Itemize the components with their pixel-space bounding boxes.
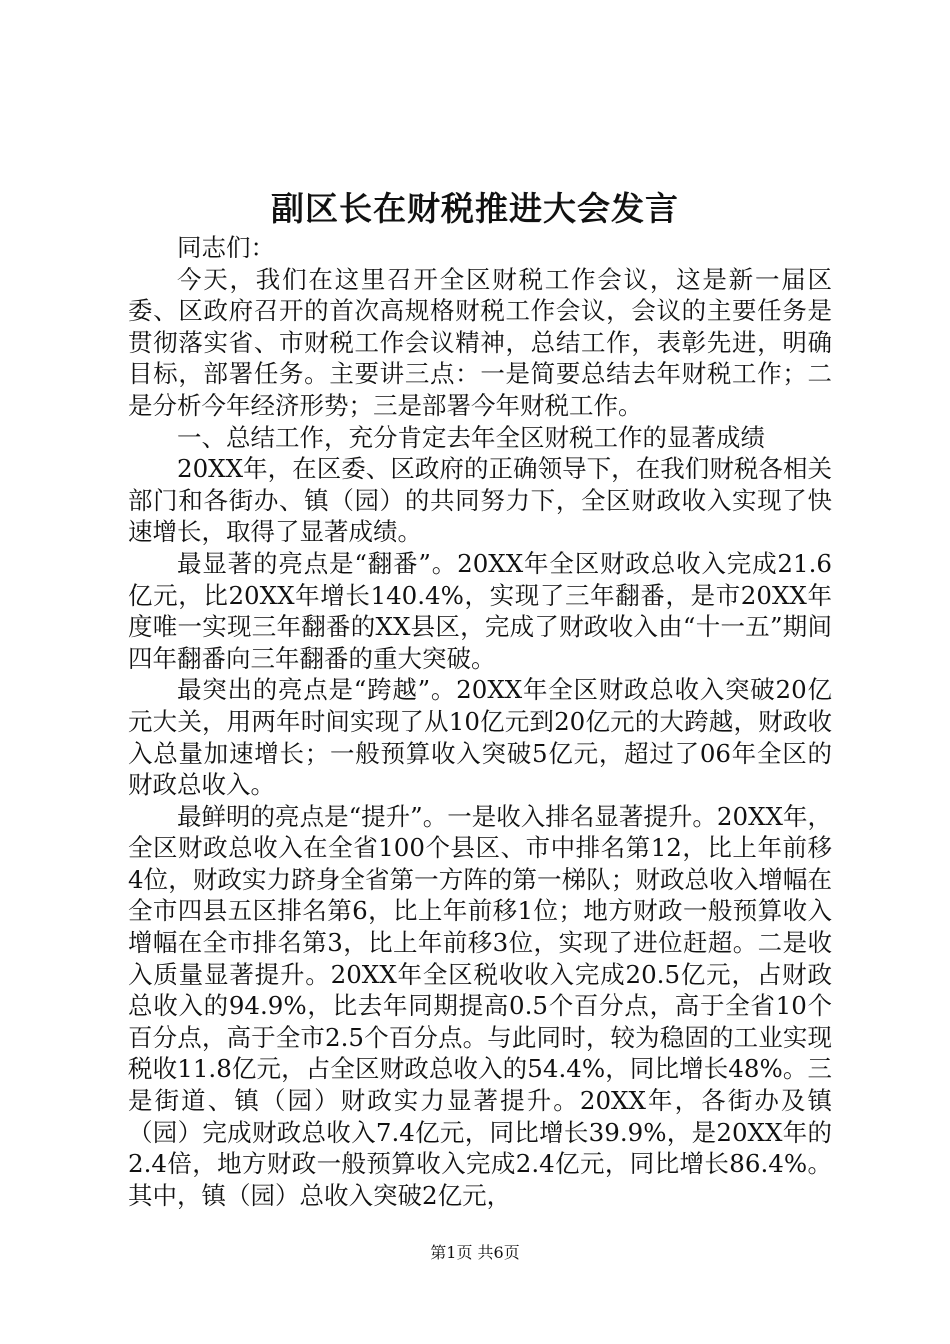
paragraph-summary: 20XX年，在区委、区政府的正确领导下，在我们财税各相关部门和各街办、镇（园）的共同努力下，全区财政收入实现了快速增长，取得了显著成绩。 xyxy=(128,454,832,547)
salutation: 同志们： xyxy=(177,233,275,262)
document-title: 副区长在财税推进大会发言 xyxy=(271,189,679,228)
page-footer: 第1页 共6页 xyxy=(430,1243,520,1262)
paragraph-highlight-improvement: 最鲜明的亮点是“提升”。一是收入排名显著提升。20XX年，全区财政总收入在全省100个县区、市中排名第12，比上年前移4位，财政实力跻身全省第一方阵的第一梯队；财政总收入增幅在全市四县五区排名第6，比上年前移1位；地方财政一般预算收入增幅在全市排名第3，比上年前移3位，实现了进位赶超。二是收入质量显著提升。20XX年全区税收收入完成20.5亿元，占财政总收入的94.9%，比去年同期提高0.5个百分点，高于全省10个百分点，高于全市2.5个百分点。与此同时，较为稳固的工业实现税收11.8亿元，占全区财政总收入的54.4%，同比增长48%。三是街道、镇（园）财政实力显著提升。20XX年，各街办及镇（园）完成财政总收入7.4亿元，同比增长39.9%，是20XX年的2.4倍，地方财政一般预算收入完成2.4亿元，同比增长86.4%。其中，镇（园）总收入突破2亿元， xyxy=(128,801,832,1210)
document-body xyxy=(128,232,832,1211)
paragraph-highlight-doubling: 最显著的亮点是“翻番”。20XX年全区财政总收入完成21.6亿元，比20XX年增长140.4%，实现了三年翻番，是市20XX年度唯一实现三年翻番的XX县区，完成了财政收入由“十一五”期间四年翻番向三年翻番的重大突破。 xyxy=(128,548,832,673)
paragraph-intro: 今天，我们在这里召开全区财税工作会议，这是新一届区委、区政府召开的首次高规格财税工作会议，会议的主要任务是贯彻落实省、市财税工作会议精神，总结工作，表彰先进，明确目标，部署任务。主要讲三点：一是简要总结去年财税工作；二是分析今年经济形势；三是部署今年财税工作。 xyxy=(128,264,832,420)
section-heading-1: 一、总结工作，充分肯定去年全区财税工作的显著成绩 xyxy=(177,422,765,452)
paragraph-highlight-leap: 最突出的亮点是“跨越”。20XX年全区财政总收入突破20亿元大关，用两年时间实现了从10亿元到20亿元的大跨越，财政收入总量加速增长；一般预算收入突破5亿元，超过了06年全区的财政总收入。 xyxy=(128,675,832,800)
